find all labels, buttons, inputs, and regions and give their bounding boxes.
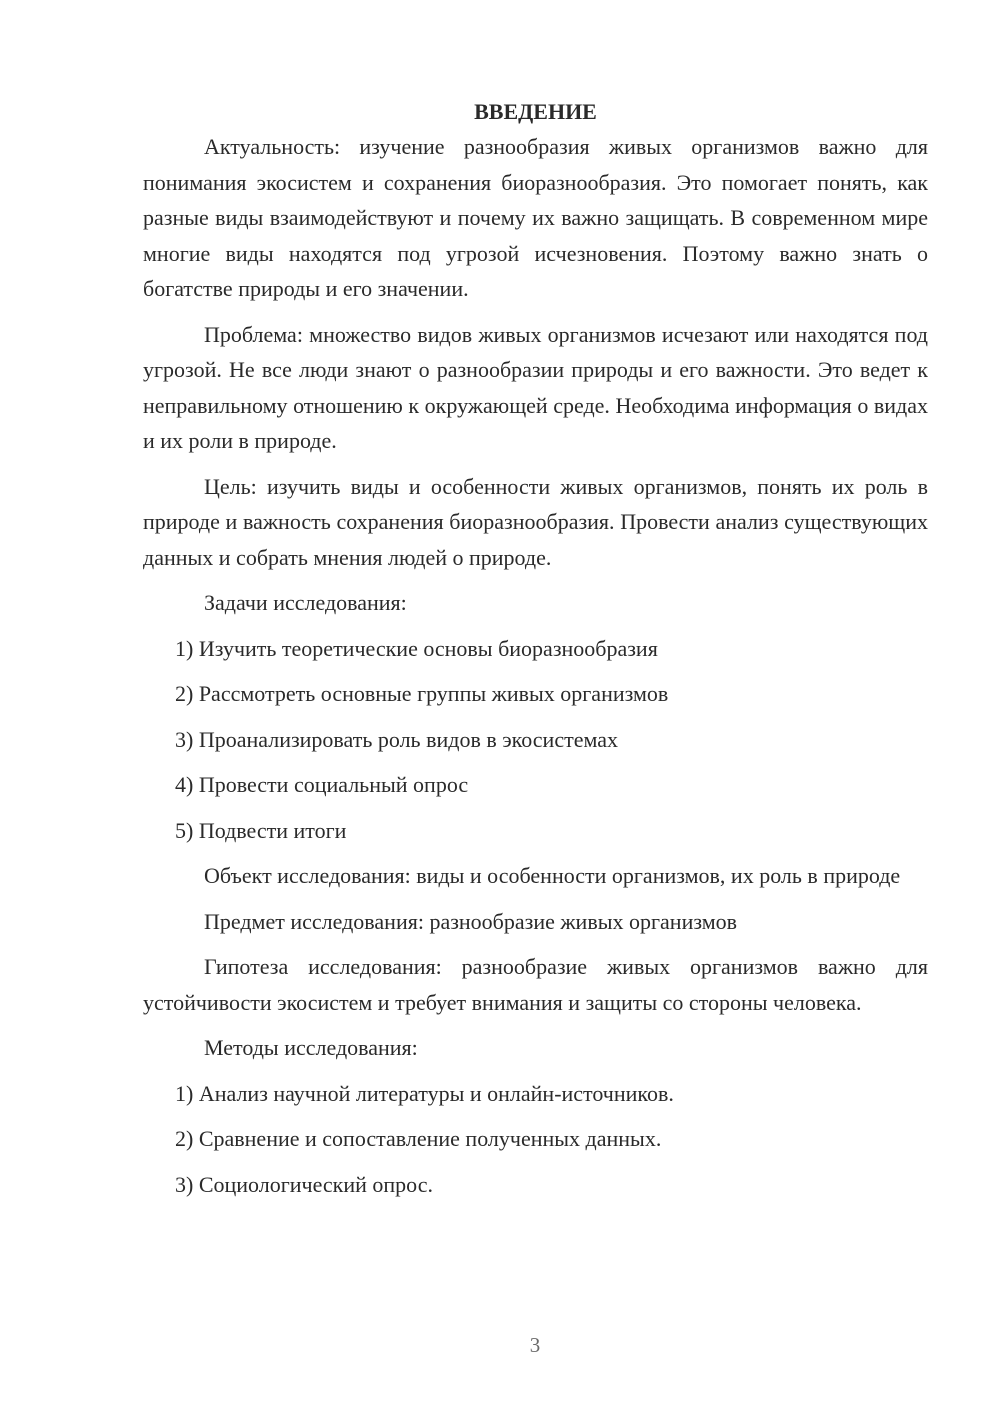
tasks-list: [143, 631, 928, 849]
subject-paragraph: Предмет исследования: разнообразие живых организмов: [204, 908, 738, 934]
hypothesis-paragraph: Гипотеза исследования: разнообразие живых организмов важно для устойчивости экосистем и требует внимания и защиты со стороны человека.: [143, 954, 928, 1015]
relevance-paragraph: Актуальность: изучение разнообразия живых организмов важно для понимания экосистем и сохранения биоразнообразия. Это помогает понять, как разные виды взаимодействуют и почему их важно защищать. В современном мире многие виды находятся под угрозой исчезновения. Поэтому важно знать о богатстве природы и его значении.: [143, 134, 928, 301]
list-item: 1) Изучить теоретические основы биоразнообразия: [175, 635, 658, 661]
page-heading: ВВЕДЕНИЕ: [474, 99, 597, 124]
list-item: 4) Провести социальный опрос: [175, 772, 469, 797]
goal-paragraph: Цель: изучить виды и особенности живых организмов, понять их роль в природе и важность сохранения биоразнообразия. Провести анализ существующих данных и собрать мнения людей о природе.: [143, 473, 928, 570]
list-item: 5) Подвести итоги: [175, 817, 347, 843]
list-item: 2) Рассмотреть основные группы живых организмов: [175, 681, 669, 706]
methods-title: Методы исследования:: [204, 1035, 418, 1060]
page-content: [143, 94, 928, 1212]
list-item: 2) Сравнение и сопоставление полученных данных.: [175, 1126, 662, 1151]
list-item: 3) Проанализировать роль видов в экосистемах: [175, 726, 618, 752]
list-item: 1) Анализ научной литературы и онлайн-источников.: [175, 1080, 674, 1106]
page-number: 3: [529, 1333, 541, 1357]
object-paragraph: Объект исследования: виды и особенности организмов, их роль в природе: [204, 863, 901, 888]
problem-paragraph: Проблема: множество видов живых организмов исчезают или находятся под угрозой. Не все люди знают о разнообразии природы и его важности. Это ведет к неправильному отношению к окружающей среде. Необходима информация о видах и их роли в природе.: [143, 321, 928, 453]
methods-list: [143, 1076, 928, 1203]
list-item: 3) Социологический опрос.: [175, 1171, 433, 1197]
tasks-title: Задачи исследования:: [204, 590, 407, 615]
